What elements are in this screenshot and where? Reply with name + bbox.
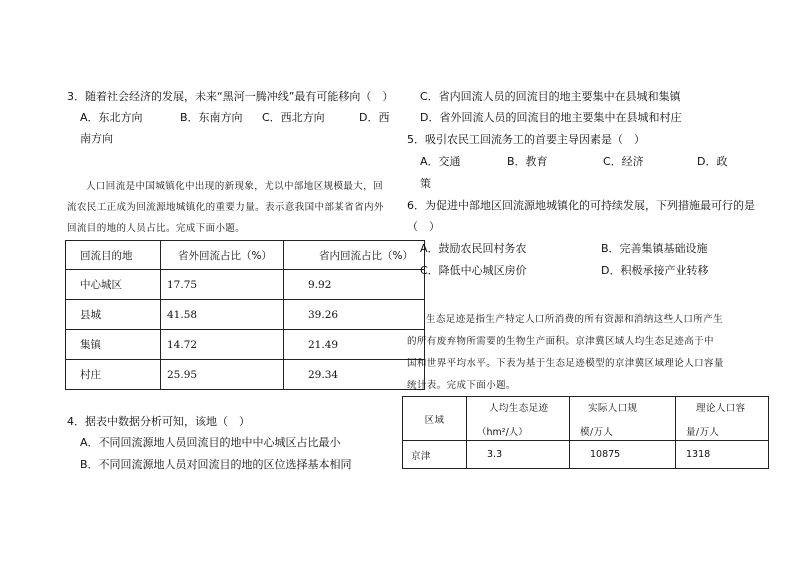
table-header [570, 397, 676, 441]
table-header-line: 量/万人 [686, 426, 720, 438]
question-6-option-c: C．降低中心城区房价 [420, 264, 527, 277]
passage-2-line-2: 的所有废弃物所需要的生物生产面积。京津冀区域人均生态足迹高于中 [407, 336, 714, 347]
table-cell: 17.75 [161, 270, 284, 300]
question-3-option-a: A．东北方向 [80, 111, 143, 124]
table-cell: 中心城区 [66, 270, 161, 300]
table-header-line: 理论人口容 [696, 402, 746, 414]
question-6-stem: 6．为促进中部地区回流源地城镇化的可持续发展，下列措施最可行的是 [407, 199, 755, 212]
question-4-option-c: C．省内回流人员的回流目的地主要集中在县城和集镇 [420, 90, 681, 103]
table-cell: 3.3 [467, 441, 570, 469]
table-header [676, 397, 769, 441]
question-3-stem: 3．随着社会经济的发展，未来“黑河一腾冲线”最有可能移向（ ） [67, 90, 394, 103]
question-4-option-a: A．不同回流源地人员回流目的地中中心城区占比最小 [80, 436, 341, 449]
question-4-stem: 4．据表中数据分析可知，该地（ ） [67, 415, 250, 428]
table-row [66, 270, 425, 300]
question-6-option-d: D．积极承接产业转移 [601, 264, 709, 277]
table-header-line: 人均生态足迹 [489, 402, 549, 414]
passage-1-line-1: 人口回流是中国城镇化中出现的新现象，尤以中部地区规模最大，回 [86, 181, 384, 192]
table-row [66, 330, 425, 360]
table-cell: 29.34 [284, 360, 425, 390]
question-5-option-a: A．交通 [420, 155, 461, 168]
question-5-option-b: B．教育 [507, 155, 548, 168]
question-4-option-d: D．省外回流人员的回流目的地主要集中在县城和村庄 [420, 111, 682, 124]
table-header: 回流目的地 [66, 241, 161, 270]
table-cell: 县城 [66, 300, 161, 330]
table-cell: 10875 [570, 441, 676, 469]
population-capacity-table [402, 396, 769, 469]
table-header: 省内回流占比（%） [284, 241, 425, 270]
table-header-row [66, 241, 425, 270]
table-cell: 21.49 [284, 330, 425, 360]
table-cell: 京津 [403, 441, 467, 469]
table-cell: 集镇 [66, 330, 161, 360]
table-cell: 1318 [676, 441, 769, 469]
question-3-option-d-wrap: 南方向 [80, 132, 113, 145]
table-header: 省外回流占比（%） [161, 241, 284, 270]
passage-2-line-1: 生态足迹是指生产特定人口所消费的所有资源和消纳这些人口所产生 [426, 314, 724, 325]
table-row [403, 441, 769, 469]
return-destination-table [65, 240, 425, 390]
question-6-stem-wrap: （ ） [407, 220, 440, 233]
question-3-option-c: C．西北方向 [262, 111, 325, 124]
question-3-option-d: D．西 [359, 111, 390, 124]
question-5-option-d-wrap: 策 [420, 177, 431, 190]
table-cell: 村庄 [66, 360, 161, 390]
table-cell: 25.95 [161, 360, 284, 390]
table-cell: 41.58 [161, 300, 284, 330]
question-6-option-a: A．鼓励农民回村务农 [420, 242, 527, 255]
table-header-row [403, 397, 769, 441]
table-cell: 14.72 [161, 330, 284, 360]
table-header [467, 397, 570, 441]
passage-2-line-3: 国和世界平均水平。下表为基于生态足迹模型的京津冀区域理论人口容量 [407, 358, 724, 369]
question-3-option-b: B．东南方向 [180, 111, 243, 124]
question-6-option-b: B．完善集镇基础设施 [601, 242, 708, 255]
table-cell: 9.92 [284, 270, 425, 300]
table-row [66, 300, 425, 330]
passage-1-line-2: 流农民工正成为回流源地城镇化的重要力量。表示意我国中部某省省内外 [67, 202, 384, 213]
table-row [66, 360, 425, 390]
table-header-line: （hm²/人） [477, 426, 528, 438]
table-cell: 39.26 [284, 300, 425, 330]
question-5-option-c: C．经济 [603, 155, 644, 168]
table-header: 区域 [403, 397, 467, 441]
table-header-line: 实际人口规 [588, 402, 638, 414]
passage-1-line-3: 回流目的地的人员占比。完成下面小题。 [67, 223, 246, 234]
question-5-option-d: D．政 [697, 155, 728, 168]
question-5-stem: 5．吸引农民工回流务工的首要主导因素是（ ） [407, 133, 645, 146]
question-4-option-b: B．不同回流源地人员对回流目的地的区位选择基本相同 [80, 458, 352, 471]
table-header-line: 模/万人 [580, 426, 614, 438]
passage-2-line-4: 统计表。完成下面小题。 [407, 380, 516, 391]
